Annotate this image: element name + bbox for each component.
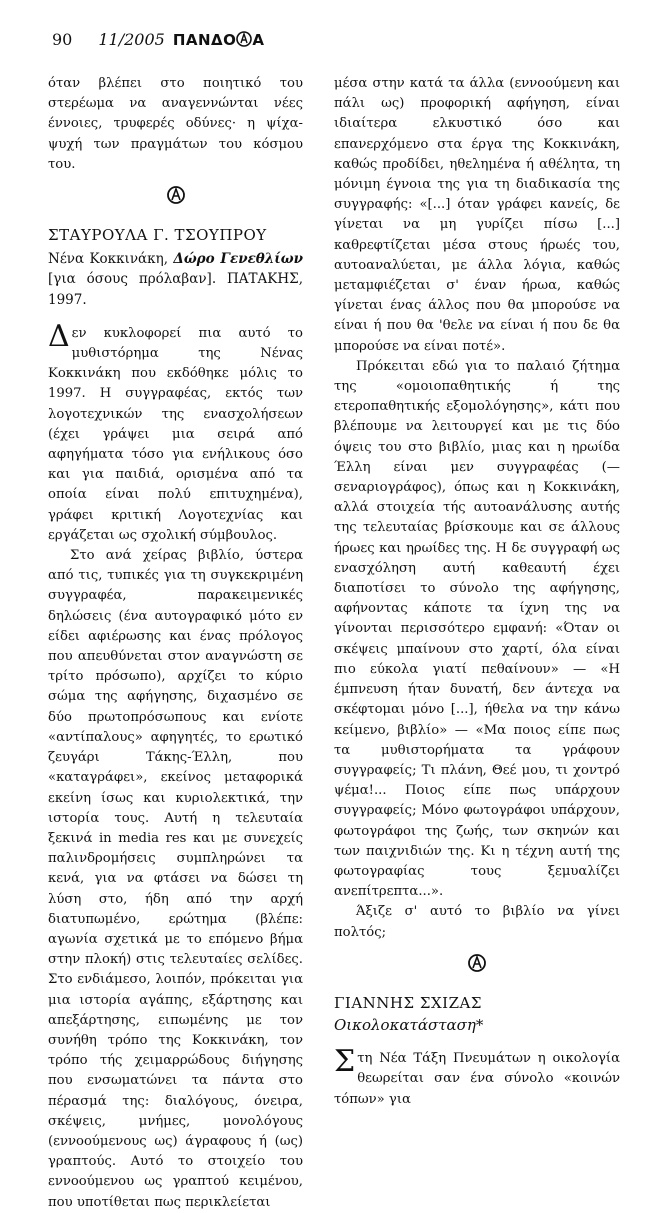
review-author: ΓΙΑΝΝΗΣ ΣΧΙΖΑΣ [334, 993, 482, 1012]
right-column [334, 74, 620, 1110]
paragraph: Άξιζε σ' αυτό το βιβλίο να γίνει πολτός; [334, 904, 620, 940]
issue-number: 11/2005 [98, 30, 165, 49]
left-column [48, 74, 303, 1213]
paragraph: Στο ανά χείρας βιβλίο, ύστερα από τις, τυπικές για τη συγκεκριμένη συγγραφέα, παρακειμενικές δηλώσεις (ένα αυτογραφικό μότο εν είδει αφιέρωσης και ένας πρόλογος που απευθύνεται στον αναγνώστη σε τρίτο πρόσωπο), αρχίζει το κύριο σώμα της αφήγησης, διχασμένο σε δύο πρωτοπρόσωπους και ενίοτε «αντίπαλους» αφηγητές, το ερωτικό ζευγάρι Τάκης-Έλλη, που «καταγράφει», εκείνος μεταφορικά εκείνη ίσως και κυριολεκτικά, την ιστορία τους. Αυτή η τελευταία ξεκινά in media res και με συνεχείς παλινδρομήσεις συμπληρώνει τα κενά, για να φτάσει να δώσει τη λύση στο, ήδη από την αρχή διατυπωμένο, ερώτημα (βλέπε: αγωνία σχετικά με το επόμενο βήμα στην πλοκή) στις τελευταίες σελίδες. Στο ενδιάμεσο, λοιπόν, πρόκειται για μια ιστορία αγάπης, εξάρτησης και απεξάρτησης, ειπωμένης με τον συνήθη τρόπο της Κοκκινάκη, τον τρόπο τής χειμαρρώδους διήγησης που ενσωματώνει τα πάντα στο πέρασμά της: διαλόγους, όνειρα, σκέψεις, μνήμες, μονολόγους (εννοούμενους ως) άγραφους ή (ως) γραπτούς. Αυτό το στοιχείο του εννοούμενου ως γραπτού κειμένου, που υποτίθεται πως περικλείεται [48, 548, 303, 1210]
paragraph: μέσα στην κατά τα άλλα (εννοούμενη και πάλι ως) προφορική αφήγηση, είναι ιδιαίτερα ελκυστικό όσο και επανερχόμενο στα έργα της Κοκκινάκη, καθώς προδίδει, ηθελημένα ή αθέλητα, τη μόνιμη έγνοια της για τη διαδικασία της συγγραφής: «[...] όταν γράφει κανείς, δε γίνεται να μη γυρίζει πίσω [...] καθρεφτίζεται μέσα στους ήρωές του, αυτοαναλύεται, με άλλα λόγια, καθώς μεταμφιέζεται σ' έναν ήρωα, καθώς γίνεται ένας άλλος που θα μπορούσε να είναι ή που θα 'θελε να είναι ή που δε θα μπορούσε να είναι ποτέ». [334, 76, 620, 354]
paragraph: όταν βλέπει στο ποιητικό του στερέωμα να αναγεννώνται νέες έννοιες, τρυφερές οδύνες· η ψίχα-ψυχή των πραγμάτων του κόσμου του. [48, 76, 303, 172]
book-publisher: [για όσους πρόλαβαν]. ΠΑΤΑΚΗΣ, 1997. [48, 271, 303, 308]
book-title: Δώρο Γενεθλίων [173, 251, 303, 268]
paragraph: Στη Νέα Τάξη Πνευμάτων η οικολογία θεωρείται σαν ένα σύνολο «κοινών τόπων» για [334, 1044, 620, 1107]
book-reference [48, 249, 303, 310]
ornament-icon [334, 953, 620, 975]
magazine-logo: ΠΑΝΔΟ Α [172, 30, 265, 49]
drop-cap: Σ [334, 1044, 356, 1080]
paragraph: Πρόκειται εδώ για το παλαιό ζήτημα της «ομοιοπαθητικής ή της ετεροπαθητικής εξομολόγησης», κάτι που βλέπουμε να λειτουργεί και με τις δύο όψεις του στο βιβλίο, μιας και η ηρωίδα Έλλη είναι μεν συγγραφέας (—σεναριογράφος), όπως και η Κοκκινάκη, αλλά στοιχεία τής αυτοανάλυσης αυτής της τελευταίας βρίσκουμε και σε άλλους ήρωες και ηρωίδες της. Η δε συγγραφή ως ενασχόληση αυτή καθεαυτή έχει διαποτίσει το σύνολο της αφήγησης, αφήνοντας κάποτε τα ίχνη της να γίνονται περισσότερο εμφανή: «Όταν οι σκέψεις μπαίνουν στο χαρτί, όλα είναι πιο εύκολα γιατί πεθαίνουν» — «Η έμπνευση ήταν δυνατή, δεν άντεχα να σκέφτομαι μόνο [...], ήθελα να την κάνω κείμενο, βιβλίο» — «Μα ποιος είπε πως τα μυθιστορήματα τα γράφουν συγγραφείς; Τι πλάνη, Θεέ μου, τι χοντρό ψέμα!... Ποιος είπε πως υπάρχουν συγγραφείς; Μόνο φωτογράφοι υπάρχουν, φωτογράφοι της ζωής, των σκηνών και των παιχνιδιών της. Κι η τέχνη αυτή της φωτογραφίας τους ξεμυαλίζει ανεπίτρεπτα...». [334, 358, 620, 900]
pandora-logo-icon [236, 31, 252, 47]
review-title: Οικολοκατάσταση* [334, 1015, 484, 1034]
paragraph: Δεν κυκλοφορεί πια αυτό το μυθιστόρημα της Νένας Κοκκινάκη που εκδόθηκε μόλις το 1997. Η συγγραφέας, εκτός των λογοτεχνικών της ενασχολήσεων (έχει γράψει μια σειρά από αφηγήματα τόσο για ενήλικους όσο και για παιδιά, ορισμένα από τα οποία είναι πολύ επιτυχημένα), γράφει κριτική Λογοτεχνίας και εργάζεται ως σχολική σύμβουλος. [48, 318, 303, 543]
book-author: Νένα Κοκκινάκη, [48, 251, 174, 268]
ornament-icon [48, 185, 303, 207]
page-number: 90 [52, 30, 73, 49]
drop-cap: Δ [48, 318, 70, 354]
review-author: ΣΤΑΥΡΟΥΛΑ Γ. ΤΣΟΥΠΡΟΥ [48, 226, 267, 245]
page-header [52, 30, 265, 49]
